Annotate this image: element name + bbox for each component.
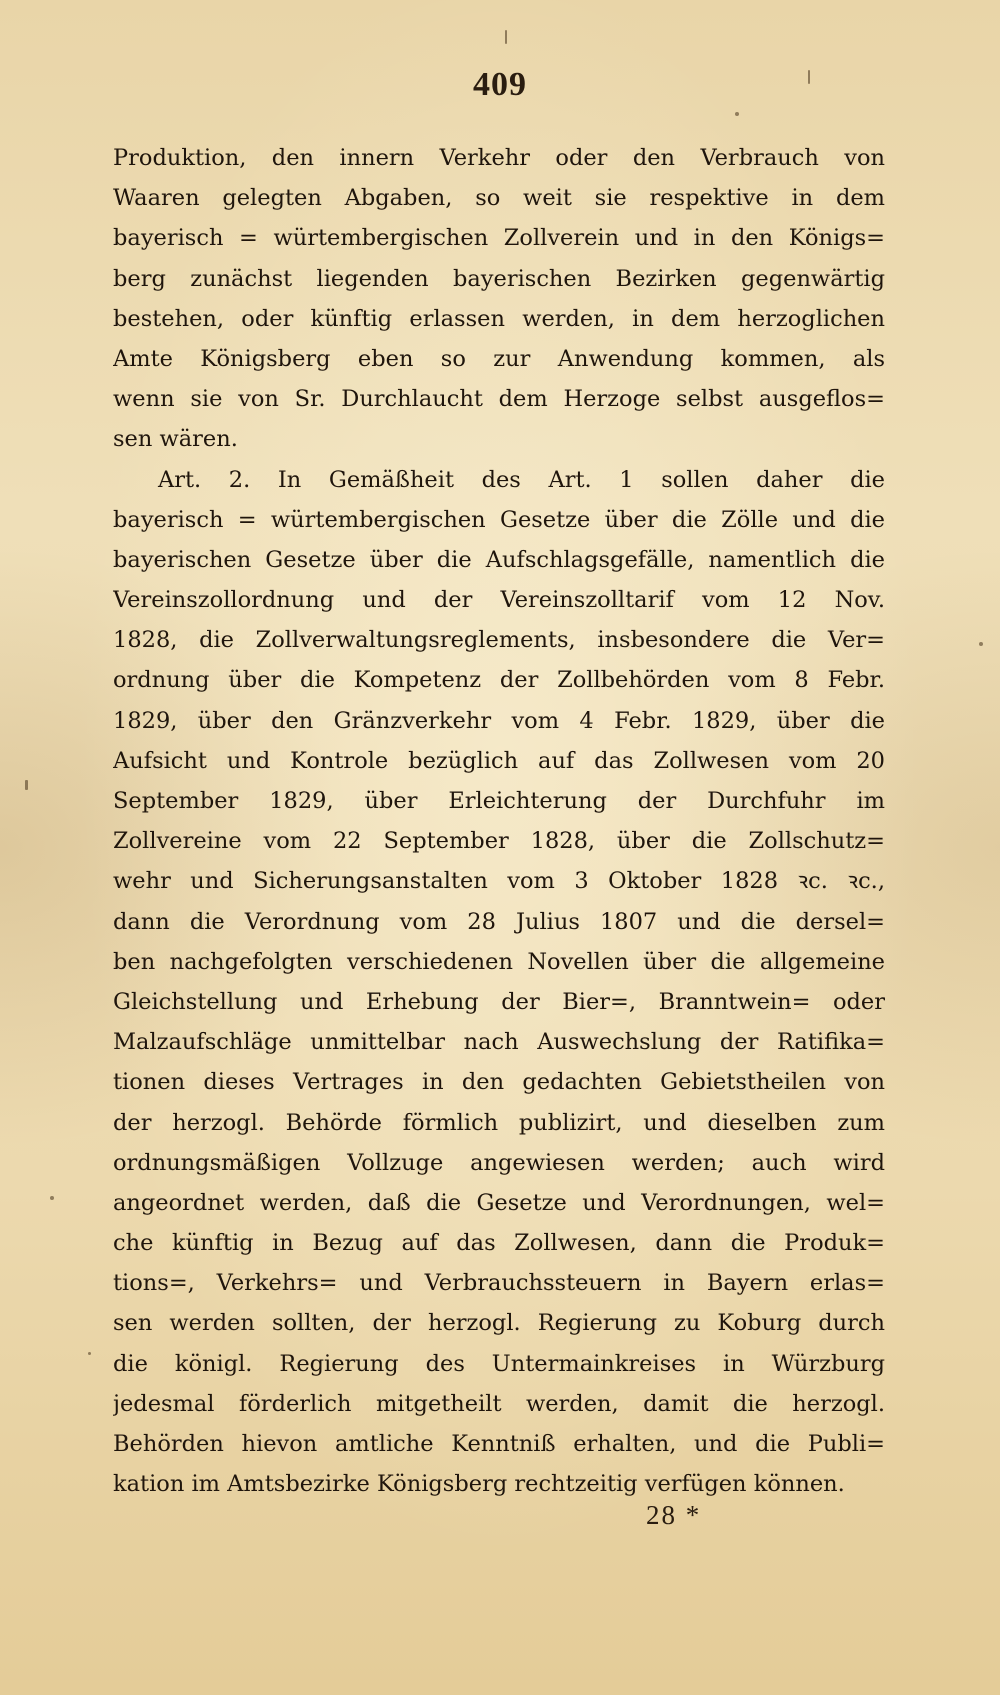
text-line: Produktion, den innern Verkehr oder den Verbrauch von <box>113 145 885 171</box>
text-line: jedesmal förderlich mitgetheilt werden, damit die herzogl. <box>113 1390 885 1417</box>
text-line: tionen dieses Vertrages in den gedachten Gebietstheilen von <box>113 1069 885 1096</box>
article-heading-line: Art. 2. In Gemäßheit des Art. 1 sollen daher die <box>158 466 885 493</box>
text-line: Amte Königsberg eben so zur Anwendung kommen, als <box>113 345 885 372</box>
text-line: Zollvereine vom 22 September 1828, über die Zollschutz= <box>113 828 885 855</box>
text-line: bayerisch = würtembergischen Zollverein und in den Königs= <box>113 225 885 252</box>
text-line: ordnungsmäßigen Vollzuge angewiesen werden; auch wird <box>113 1149 885 1176</box>
signature-mark: 28 * <box>646 1500 702 1530</box>
text-line: sen wären. <box>113 426 238 453</box>
paper-speck <box>808 70 810 84</box>
text-line: angeordnet werden, daß die Gesetze und Verordnungen, wel= <box>113 1189 885 1216</box>
text-line: ordnung über die Kompetenz der Zollbehörden vom 8 Febr. <box>113 667 885 694</box>
text-line: Waaren gelegten Abgaben, so weit sie respektive in dem <box>113 185 885 212</box>
text-line: bayerischen Gesetze über die Aufschlagsgefälle, namentlich die <box>113 546 885 573</box>
paper-speck <box>50 1196 54 1200</box>
page-number: 409 <box>473 66 527 103</box>
text-line: 1829, über den Gränzverkehr vom 4 Febr. 1829, über die <box>113 707 885 734</box>
text-line: wenn sie von Sr. Durchlaucht dem Herzoge selbst ausgeflos= <box>113 386 885 413</box>
text-line: kation im Amtsbezirke Königsberg rechtzeitig verfügen können. <box>113 1471 845 1498</box>
text-line: Malzaufschläge unmittelbar nach Auswechslung der Ratifika= <box>113 1029 885 1056</box>
text-line: che künftig in Bezug auf das Zollwesen, dann die Produk= <box>113 1230 885 1257</box>
text-line: sen werden sollten, der herzogl. Regierung zu Koburg durch <box>113 1310 885 1337</box>
text-line: wehr und Sicherungsanstalten vom 3 Oktober 1828 ꝛc. ꝛc., <box>113 868 885 895</box>
paper-speck <box>505 30 507 44</box>
text-line: bayerisch = würtembergischen Gesetze über die Zölle und die <box>113 506 885 533</box>
text-line: bestehen, oder künftig erlassen werden, in dem herzoglichen <box>113 305 885 332</box>
text-line: September 1829, über Erleichterung der Durchfuhr im <box>113 788 885 814</box>
text-line: ben nachgefolgten verschiedenen Novellen über die allgemeine <box>113 948 885 975</box>
paper-speck <box>735 112 739 116</box>
text-line: der herzogl. Behörde förmlich publizirt, und dieselben zum <box>113 1109 885 1136</box>
text-line: 1828, die Zollverwaltungsreglements, insbesondere die Ver= <box>113 627 885 654</box>
text-line: Aufsicht und Kontrole bezüglich auf das Zollwesen vom 20 <box>113 747 885 774</box>
paper-speck <box>88 1352 91 1355</box>
paper-speck <box>25 780 28 790</box>
paper-speck <box>979 642 983 646</box>
text-line: Behörden hievon amtliche Kenntniß erhalten, und die Publi= <box>113 1431 885 1457</box>
text-line: die königl. Regierung des Untermainkreises in Würzburg <box>113 1350 885 1377</box>
text-line: berg zunächst liegenden bayerischen Bezirken gegenwärtig <box>113 265 885 292</box>
body-text <box>113 138 885 1504</box>
text-line: Vereinszollordnung und der Vereinszolltarif vom 12 Nov. <box>113 587 885 614</box>
text-line: dann die Verordnung vom 28 Julius 1807 und die dersel= <box>113 908 885 935</box>
text-line: tions=, Verkehrs= und Verbrauchssteuern in Bayern erlas= <box>113 1270 885 1297</box>
text-line: Gleichstellung und Erhebung der Bier=, Branntwein= oder <box>113 988 885 1015</box>
